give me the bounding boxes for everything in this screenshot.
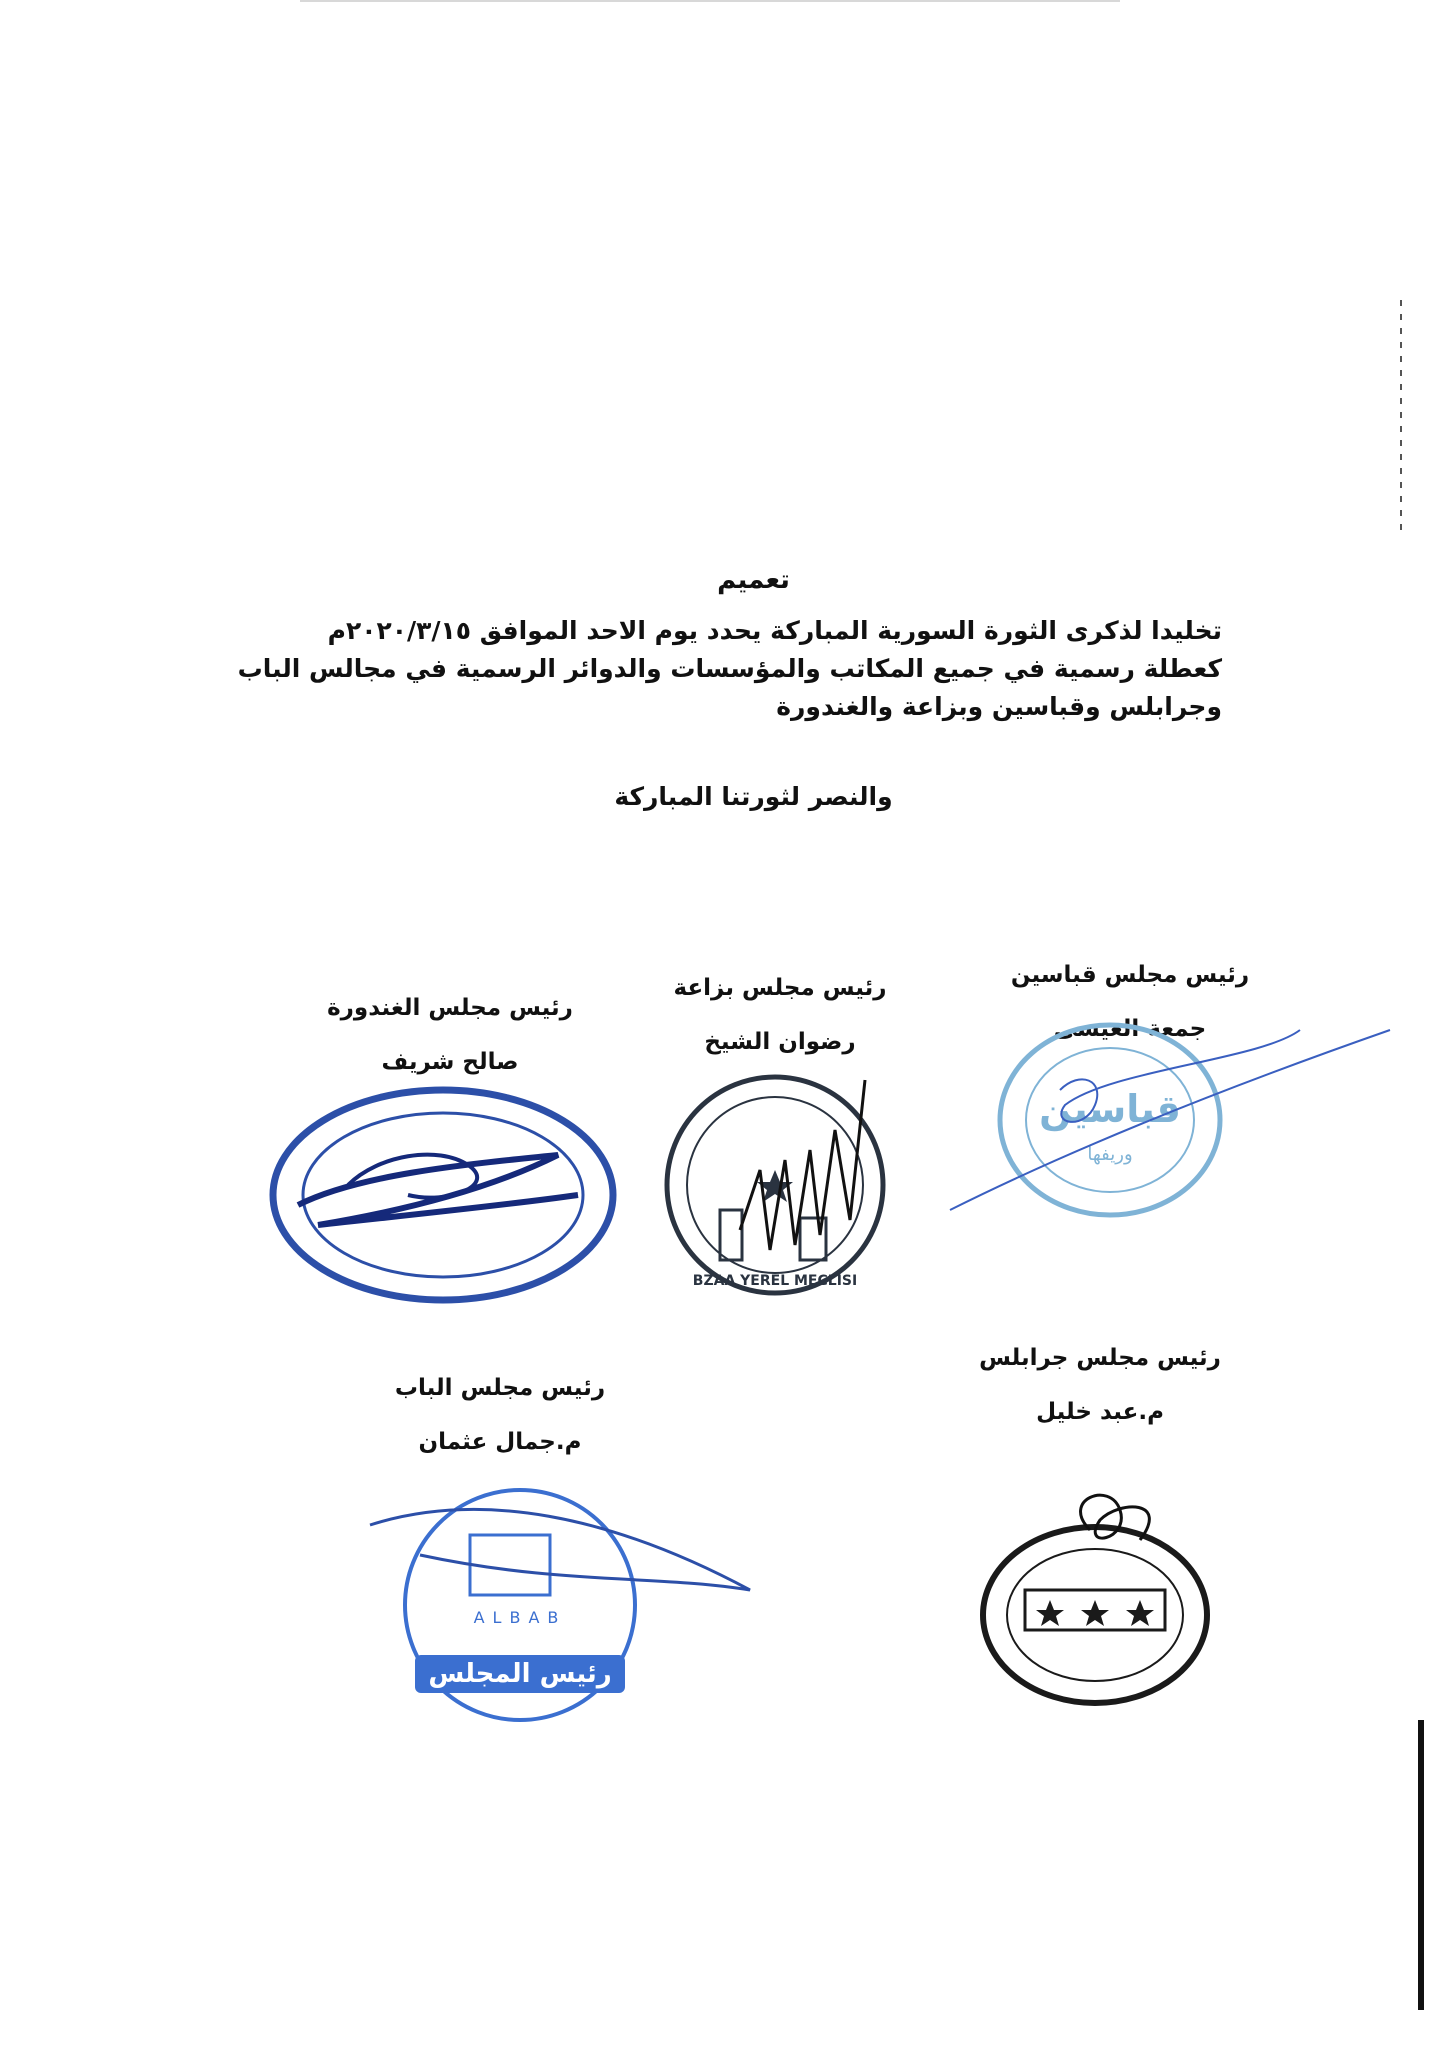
qabasin-seal-text: قباسين <box>1039 1087 1181 1131</box>
signatory-role: رئيس مجلس قباسين <box>1010 962 1250 988</box>
signatory-name: رضوان الشيخ <box>704 1029 856 1055</box>
body-line: كعطلة رسمية في جميع المكاتب والمؤسسات والدوائر الرسمية في مجالس الباب <box>237 654 1222 683</box>
signatory-role: رئيس مجلس الباب <box>394 1375 606 1401</box>
ghandoura-seal <box>258 1065 628 1315</box>
signatory-name: صالح شريف <box>381 1049 519 1075</box>
signatory-role: رئيس مجلس الغندورة <box>327 995 573 1021</box>
signature-block-albab <box>360 1375 640 1455</box>
body-line: تخليدا لذكرى الثورة السورية المباركة يحدد يوم الاحد الموافق ٢٠٢٠/٣/١٥م <box>327 616 1222 645</box>
qabasin-seal-subtext: وريفها <box>1087 1144 1133 1165</box>
signature-block-ghandoura <box>300 995 600 1075</box>
albab-seal-text: ALBAB <box>473 1608 567 1627</box>
body-line: وجرابلس وقباسين وبزاعة والغندورة <box>776 692 1222 721</box>
scan-edge-top <box>300 0 1120 2</box>
albab-seal <box>360 1485 760 1725</box>
jarablus-seal <box>970 1470 1240 1710</box>
albab-seal-label: رئيس المجلس <box>428 1659 612 1689</box>
signature-block-jarablus <box>965 1345 1235 1425</box>
document-body <box>237 612 1222 726</box>
qabasin-seal <box>930 1010 1400 1240</box>
closing-line: والنصر لثورتنا المباركة <box>614 782 893 811</box>
signatory-name: جمعة العيسى <box>1053 1016 1207 1042</box>
bzaa-seal-text: BZAA YEREL MECLISI <box>692 1273 858 1289</box>
signatory-role: رئيس مجلس بزاعة <box>673 975 887 1001</box>
scan-edge-bottom-right <box>1418 1720 1424 2010</box>
scan-edge-right <box>1400 300 1402 530</box>
signature-block-bzaa <box>655 975 905 1055</box>
signatory-role: رئيس مجلس جرابلس <box>979 1345 1221 1371</box>
signatory-name: م.جمال عثمان <box>418 1429 582 1455</box>
signatory-name: م.عبد خليل <box>1036 1399 1164 1425</box>
document-title: تعميم <box>717 565 790 595</box>
bzaa-seal <box>650 1060 930 1300</box>
